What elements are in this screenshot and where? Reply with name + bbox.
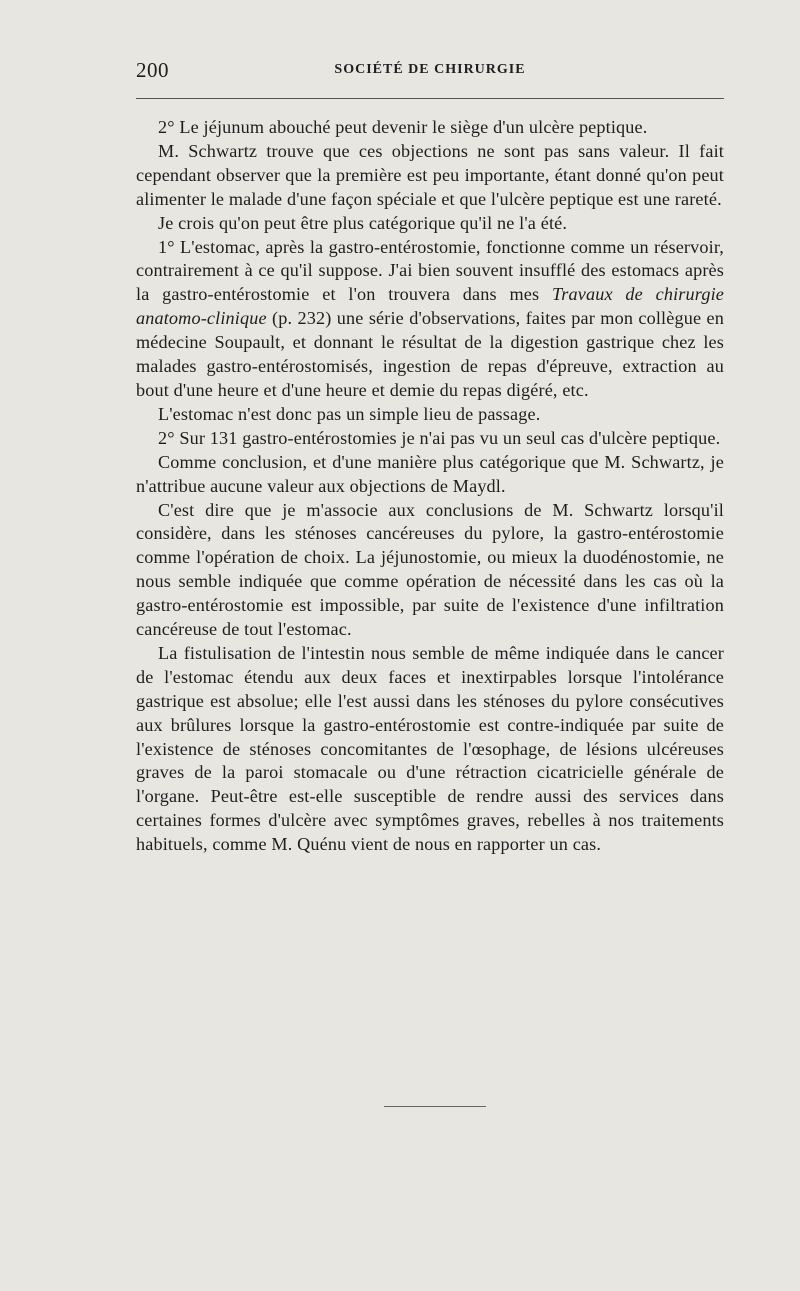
- header-divider: [136, 98, 724, 99]
- paragraph-stomach-reservoir: [136, 236, 724, 403]
- reservoir-text-before: 1° L'estomac, après la gastro-entérostomie, fonctionne comme un réservoir, contrairement à ce qu'il suppose. J'ai bien souvent insufflé des estomacs après la gastro-entérostomie et l'on trouvera dans mes: [136, 236, 724, 305]
- end-divider: [384, 1106, 486, 1107]
- paragraph-131-cases: 2° Sur 131 gastro-entérostomies je n'ai pas vu un seul cas d'ulcère peptique.: [158, 427, 721, 448]
- paragraph-categorical: Je crois qu'on peut être plus catégorique qu'il ne l'a été.: [158, 212, 568, 233]
- paragraph-conclusion: Comme conclusion, et d'une manière plus catégorique que M. Schwartz, je n'attribue aucune valeur aux objections de Maydl.: [136, 451, 724, 496]
- paragraph-jejunostomy: C'est dire que je m'associe aux conclusions de M. Schwartz lorsqu'il considère, dans les sténoses cancéreuses du pylore, la gastro-entérostomie comme l'opération de choix. La jéjunostomie, ou mieux la duodénostomie, ne nous semble indiquée que comme opération de nécessité dans les cas où la gastro-entérostomie est impossible, par suite de l'existence d'une infiltration cancéreuse de tout l'estomac.: [136, 499, 724, 640]
- paragraph-jejunum-ulcer: 2° Le jéjunum abouché peut devenir le siège d'un ulcère peptique.: [158, 117, 648, 137]
- page-number: 200: [136, 58, 169, 82]
- body-text: [136, 116, 724, 857]
- paragraph-fistulisation: La fistulisation de l'intestin nous semble de même indiquée dans le cancer de l'estomac étendu aux deux faces et inextirpables lorsque l'intolérance gastrique est absolue; elle l'est aussi dans les sténoses du pylore consécutives aux brûlures lorsque la gastro-entérostomie est contre-indiquée par suite de l'existence de sténoses concomitantes de l'œsophage, de lésions ulcéreuses graves de la paroi stomacale ou d'une rétraction cicatricielle générale de l'organe. Peut-être est-elle susceptible de rendre aussi des services dans certaines formes d'ulcère avec symptômes graves, rebelles à nos traitements habituels, comme M. Quénu vient de nous en rapporter un cas.: [136, 642, 724, 855]
- paragraph-schwartz-objections: M. Schwartz trouve que ces objections ne sont pas sans valeur. Il fait cependant observer que la première est peu importante, étant donné qu'on peut alimenter le malade d'une façon spéciale et que l'ulcère peptique est une rareté.: [136, 140, 724, 209]
- paragraph-not-passage: L'estomac n'est donc pas un simple lieu de passage.: [158, 403, 541, 424]
- reservoir-text-after: (p. 232) une série d'observations, faites par mon collègue en médecine Soupault, et donnant le résultat de la digestion gastrique chez les malades gastro-entérostomisés, ingestion de repas d'épreuve, extraction au bout d'une heure et d'une heure et demie du repas digéré, etc.: [136, 308, 724, 400]
- page-header: [136, 58, 724, 84]
- running-title: SOCIÉTÉ DE CHIRURGIE: [334, 62, 526, 77]
- book-title-reference: Travaux de chirurgie anatomo-clinique: [136, 284, 724, 329]
